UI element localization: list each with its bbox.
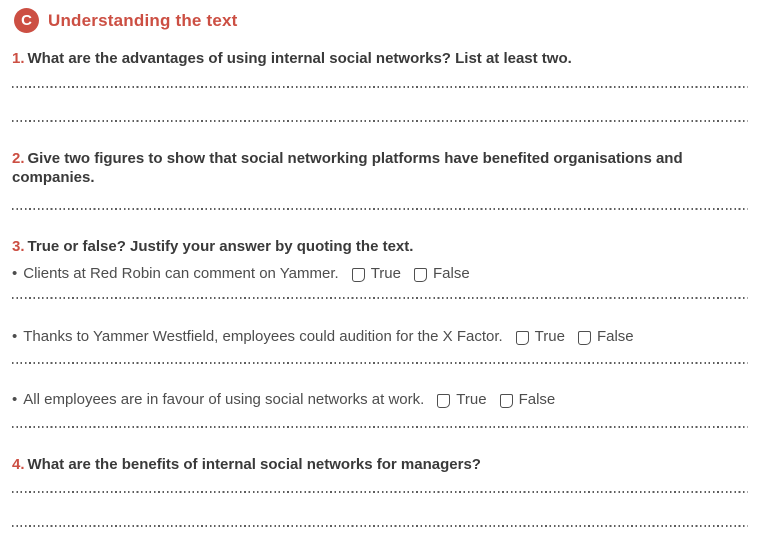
bullet-icon [12, 264, 23, 284]
option-false-label: False [433, 265, 470, 282]
true-false-item-2 [12, 327, 748, 347]
question-4 [12, 455, 724, 474]
question-3 [12, 237, 724, 256]
checkbox-true-icon[interactable] [437, 394, 450, 408]
answer-line [12, 426, 748, 428]
checkbox-false-icon[interactable] [414, 268, 427, 282]
question-1 [12, 49, 724, 68]
question-4-number: 4. [12, 456, 25, 473]
bullet-icon [12, 390, 23, 410]
question-4-text: What are the benefits of internal social networks for managers? [27, 456, 481, 473]
true-false-statement-2: Thanks to Yammer Westfield, employees could audition for the X Factor. [23, 328, 503, 345]
bullet-icon [12, 327, 23, 347]
question-2-number: 2. [12, 150, 25, 167]
checkbox-true-icon[interactable] [352, 268, 365, 282]
question-3-text: True or false? Justify your answer by quoting the text. [27, 238, 414, 255]
checkbox-true-icon[interactable] [516, 331, 529, 345]
answer-line [12, 120, 748, 122]
option-false-label: False [596, 328, 634, 345]
question-2-text: Give two figures to show that social networking platforms have benefited organisations and companies. [12, 150, 683, 186]
true-false-statement-1: Clients at Red Robin can comment on Yammer. [23, 265, 339, 282]
question-1-number: 1. [12, 50, 25, 67]
option-true-label: True [370, 265, 401, 282]
answer-line [12, 86, 748, 88]
answer-line [12, 297, 748, 299]
section-badge: C [14, 8, 39, 33]
section-header [14, 8, 748, 33]
option-true-label: True [534, 328, 565, 345]
true-false-statement-3: All employees are in favour of using social networks at work. [23, 391, 425, 408]
answer-line [12, 491, 748, 493]
true-false-item-1 [12, 264, 748, 284]
question-3-number: 3. [12, 238, 25, 255]
checkbox-false-icon[interactable] [578, 331, 591, 345]
checkbox-false-icon[interactable] [500, 394, 513, 408]
option-false-label: False [518, 391, 556, 408]
question-2 [12, 149, 724, 187]
answer-line [12, 362, 748, 364]
option-true-label: True [456, 391, 487, 408]
section-title: Understanding the text [48, 10, 238, 30]
answer-line [12, 208, 748, 210]
question-1-text: What are the advantages of using internal social networks? List at least two. [27, 50, 572, 67]
true-false-item-3 [12, 390, 748, 410]
answer-line [12, 525, 748, 527]
